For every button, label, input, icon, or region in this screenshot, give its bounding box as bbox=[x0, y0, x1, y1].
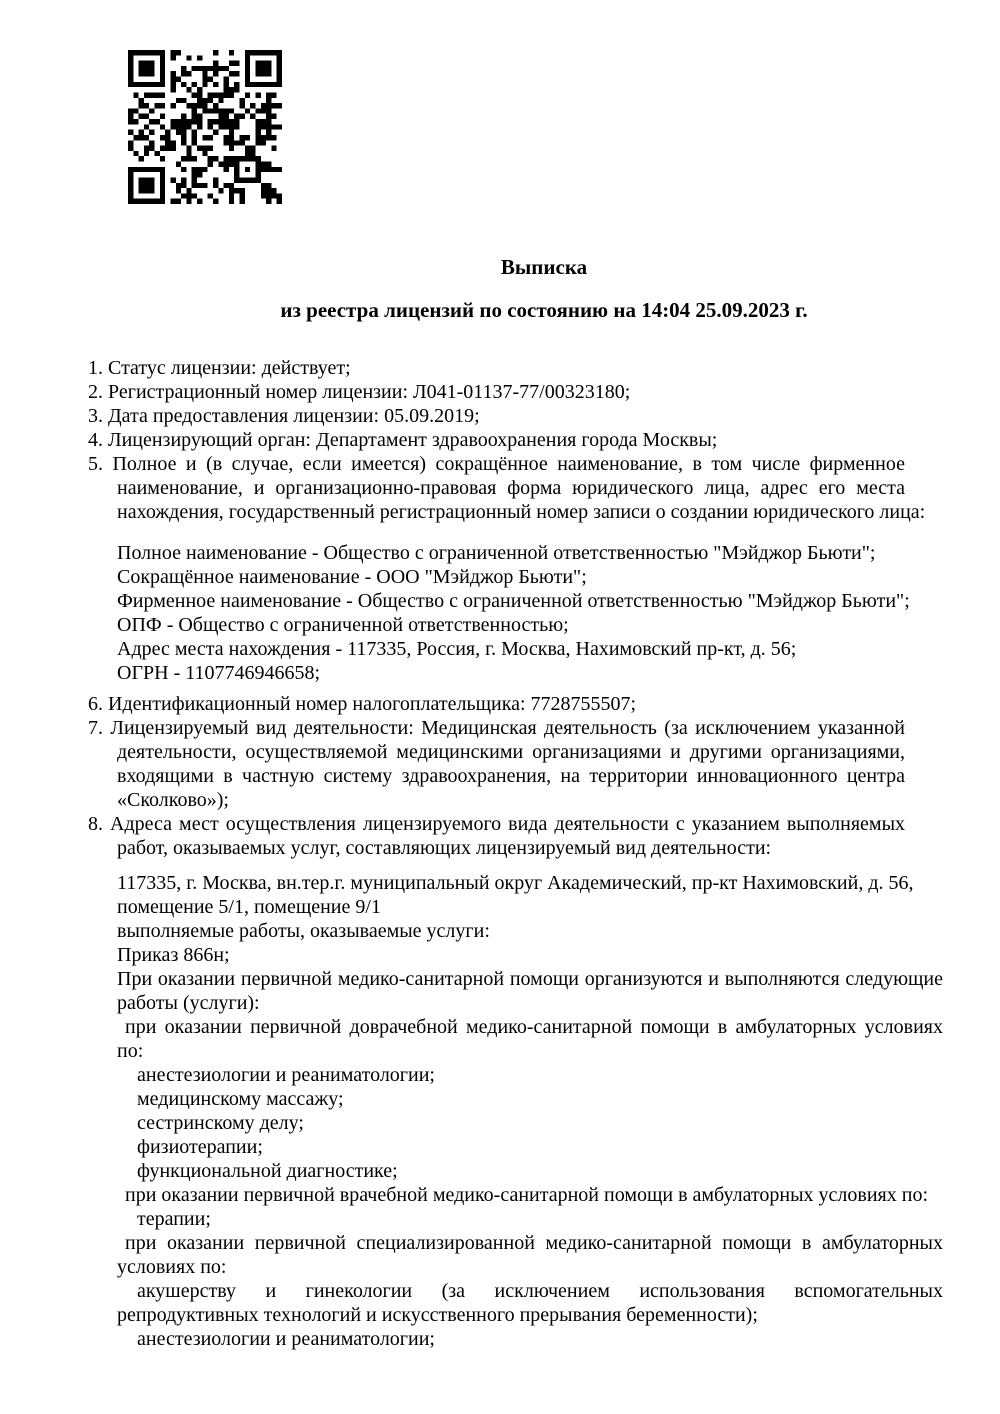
field-number: 5. bbox=[88, 453, 103, 475]
works-line-12: при оказании первичной специализированной медико-санитарной помощи в амбулаторных bbox=[125, 1232, 943, 1254]
field-text: Статус лицензии: действует; bbox=[108, 357, 351, 379]
works-line-14: акушерству и гинекологии (за исключением использования вспомогательных bbox=[137, 1280, 943, 1302]
field-text: Лицензируемый вид деятельности: Медицинская деятельность (за исключением указанной bbox=[110, 717, 905, 739]
field-text: Адреса мест осуществления лицензируемого вида деятельности с указанием выполняемых bbox=[110, 813, 906, 835]
order-reference: Приказ 866н; bbox=[117, 944, 230, 966]
field-grant-date bbox=[88, 404, 905, 428]
field-activity-line-3: входящими в частную систему здравоохранения, на территории инновационного центра bbox=[117, 765, 905, 787]
document-title: Выписка bbox=[500, 255, 588, 279]
works-line-10: при оказании первичной врачебной медико-санитарной помощи в амбулаторных условиях по: bbox=[125, 1184, 929, 1206]
field-text: Идентификационный номер налогоплательщика: 7728755507; bbox=[108, 693, 637, 715]
field-activity-line-4: «Сколково»); bbox=[117, 789, 229, 811]
field-number: 2. bbox=[88, 381, 103, 403]
field-names-line-3: нахождения, государственный регистрационный номер записи о создании юридического лица: bbox=[117, 501, 926, 523]
field-text: Дата предоставления лицензии: 05.09.2019; bbox=[108, 405, 480, 427]
activity-address-line-2: помещение 5/1, помещение 9/1 bbox=[117, 896, 381, 918]
org-brand-name: Фирменное наименование - Общество с ограниченной ответственностью "Мэйджор Бьюти"; bbox=[117, 590, 910, 612]
works-line-8: физиотерапии; bbox=[137, 1136, 263, 1158]
works-line-7: сестринскому делу; bbox=[137, 1112, 304, 1134]
works-label: выполняемые работы, оказываемые услуги: bbox=[117, 920, 490, 942]
works-line-6: медицинскому массажу; bbox=[137, 1088, 344, 1110]
field-number: 6. bbox=[88, 693, 103, 715]
field-status bbox=[88, 356, 905, 380]
field-number: 1. bbox=[88, 357, 103, 379]
field-authority bbox=[88, 428, 905, 452]
works-line-5: анестезиологии и реаниматологии; bbox=[137, 1064, 435, 1086]
field-activity-line-2: деятельности, осуществляемой медицинскими организациями и другими организациями, bbox=[117, 741, 905, 763]
field-reg-number bbox=[88, 380, 905, 404]
works-line-9: функциональной диагностике; bbox=[137, 1160, 398, 1182]
activity-address-section bbox=[117, 871, 943, 1351]
works-line-15: репродуктивных технологий и искусственного прерывания беременности); bbox=[117, 1304, 758, 1326]
field-names-line-1 bbox=[88, 452, 905, 476]
field-text: Лицензирующий орган: Департамент здравоохранения города Москвы; bbox=[108, 429, 718, 451]
field-activity-line-1 bbox=[88, 716, 905, 740]
field-inn bbox=[88, 692, 905, 716]
field-text: Полное и (в случае, если имеется) сокращённое наименование, в том числе фирменное bbox=[112, 453, 906, 475]
field-addresses-line-1 bbox=[88, 812, 905, 836]
org-ogrn: ОГРН - 1107746946658; bbox=[117, 662, 321, 684]
document-subtitle: из реестра лицензий по состоянию на 14:04 25.09.2023 г. bbox=[280, 298, 808, 322]
field-names-line-2: наименование, и организационно-правовая форма юридического лица, адрес его места bbox=[117, 477, 905, 499]
field-number: 4. bbox=[88, 429, 103, 451]
organization-block bbox=[88, 541, 910, 685]
works-line-2: работы (услуги): bbox=[117, 992, 260, 1014]
works-line-3: при оказании первичной доврачебной медико-санитарной помощи в амбулаторных условиях bbox=[125, 1016, 943, 1038]
qr-code bbox=[128, 50, 282, 204]
license-fields-section bbox=[88, 356, 926, 860]
org-address: Адрес места нахождения - 117335, Россия, г. Москва, Нахимовский пр-кт, д. 56; bbox=[117, 638, 797, 660]
field-number: 3. bbox=[88, 405, 103, 427]
field-text: Регистрационный номер лицензии: Л041-01137-77/00323180; bbox=[108, 381, 631, 403]
activity-address-line-1: 117335, г. Москва, вн.тер.г. муниципальный округ Академический, пр-кт Нахимовский, д. 56, bbox=[117, 872, 914, 894]
works-line-4: по: bbox=[117, 1040, 144, 1062]
field-number: 7. bbox=[88, 717, 103, 739]
works-line-11: терапии; bbox=[137, 1208, 211, 1230]
org-legal-form: ОПФ - Общество с ограниченной ответственностью; bbox=[117, 614, 569, 636]
works-line-16: анестезиологии и реаниматологии; bbox=[137, 1328, 435, 1350]
field-addresses-line-2: работ, оказываемых услуг, составляющих лицензируемый вид деятельности: bbox=[117, 837, 772, 859]
field-number: 8. bbox=[88, 813, 103, 835]
org-short-name: Сокращённое наименование - ООО "Мэйджор Бьюти"; bbox=[117, 566, 587, 588]
works-line-1: При оказании первичной медико-санитарной помощи организуются и выполняются следующие bbox=[117, 968, 943, 990]
works-line-13: условиях по: bbox=[117, 1256, 227, 1278]
org-full-name: Полное наименование - Общество с ограниченной ответственностью "Мэйджор Бьюти"; bbox=[117, 542, 876, 564]
